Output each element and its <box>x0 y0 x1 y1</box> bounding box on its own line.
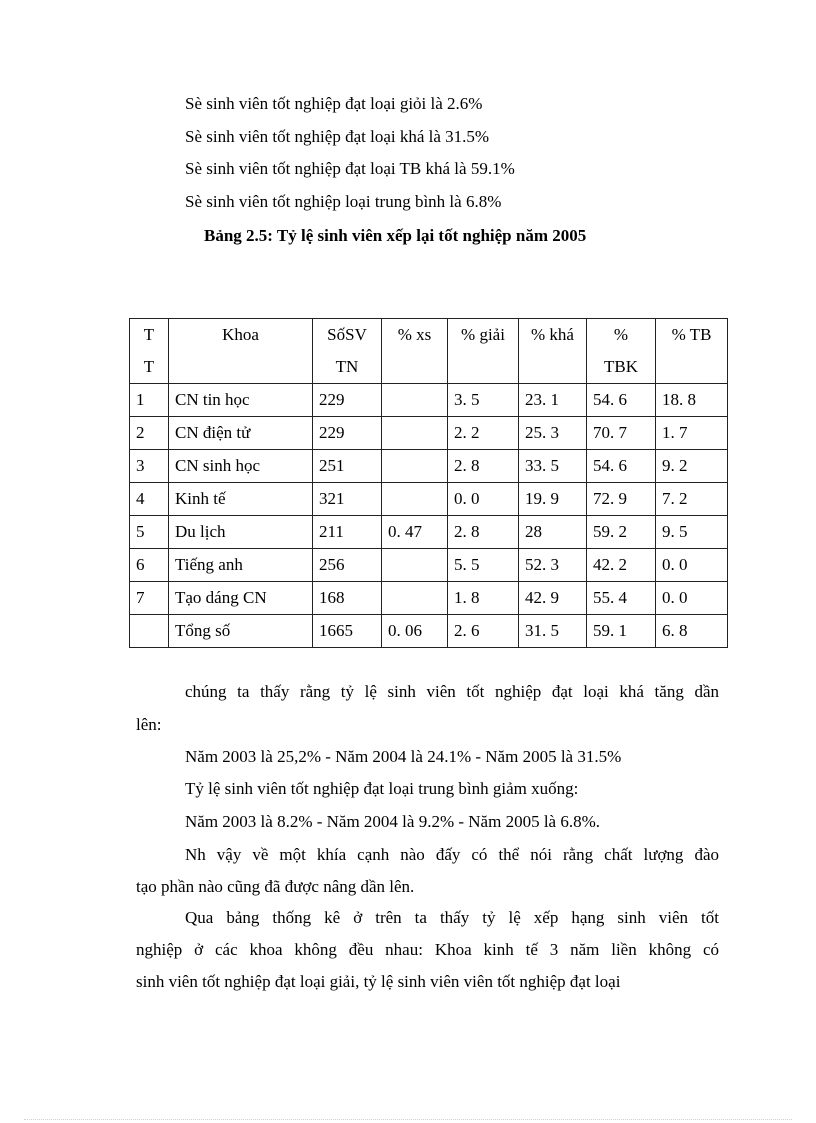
cell-tt: 1 <box>130 384 169 417</box>
header-khoa: Khoa <box>169 319 313 384</box>
cell-kha: 25. 3 <box>519 417 587 450</box>
cell-xs <box>382 549 448 582</box>
cell-gioi: 2. 2 <box>448 417 519 450</box>
header-gioi: % giải <box>448 319 519 384</box>
intro-line-1: Sè sinh viên tốt nghiệp đạt loại giỏi là 2.6% <box>185 94 483 113</box>
cell-sosv: 168 <box>313 582 382 615</box>
cell-sosv: 211 <box>313 516 382 549</box>
cell-sosv: 251 <box>313 450 382 483</box>
cell-tb: 9. 5 <box>656 516 728 549</box>
table-row <box>130 582 728 615</box>
cell-tb: 6. 8 <box>656 615 728 648</box>
cell-sosv: 321 <box>313 483 382 516</box>
table-row <box>130 483 728 516</box>
table-total-row <box>130 615 728 648</box>
cell-gioi: 2. 8 <box>448 516 519 549</box>
table-row <box>130 549 728 582</box>
cell-tt: 5 <box>130 516 169 549</box>
cell-khoa: Du lịch <box>169 516 313 549</box>
cell-khoa: CN tin học <box>169 384 313 417</box>
intro-line-4: Sè sinh viên tốt nghiệp loại trung bình là 6.8% <box>185 192 502 211</box>
intro-line-2: Sè sinh viên tốt nghiệp đạt loại khá là 31.5% <box>185 127 490 146</box>
table-row <box>130 417 728 450</box>
cell-khoa: Tạo dáng CN <box>169 582 313 615</box>
table-row <box>130 384 728 417</box>
cell-tbk: 54. 6 <box>587 384 656 417</box>
paragraph-5-line-1: Nh vậy về một khía cạnh nào đấy có thể nói rằng chất lượng đào <box>185 845 719 864</box>
header-kha: % khá <box>519 319 587 384</box>
cell-xs: 0. 06 <box>382 615 448 648</box>
cell-tb: 1. 7 <box>656 417 728 450</box>
cell-gioi: 2. 6 <box>448 615 519 648</box>
paragraph-5-line-2: tạo phần nào cũng đã được nâng dần lên. <box>136 877 415 896</box>
cell-xs <box>382 483 448 516</box>
cell-khoa: Tiếng anh <box>169 549 313 582</box>
cell-tt: 6 <box>130 549 169 582</box>
cell-gioi: 2. 8 <box>448 450 519 483</box>
footer-divider <box>24 1119 792 1120</box>
cell-xs <box>382 417 448 450</box>
header-tbk: % TBK <box>587 319 656 384</box>
cell-tt: 7 <box>130 582 169 615</box>
cell-tbk: 70. 7 <box>587 417 656 450</box>
cell-kha: 52. 3 <box>519 549 587 582</box>
cell-tbk: 42. 2 <box>587 549 656 582</box>
header-sosv: SốSV TN <box>313 319 382 384</box>
paragraph-3: Tỷ lệ sinh viên tốt nghiệp đạt loại trung bình giảm xuống: <box>185 779 579 798</box>
cell-sosv: 256 <box>313 549 382 582</box>
table-row <box>130 516 728 549</box>
header-tt: T T <box>130 319 169 384</box>
cell-tb: 18. 8 <box>656 384 728 417</box>
cell-gioi: 5. 5 <box>448 549 519 582</box>
cell-tt: 4 <box>130 483 169 516</box>
cell-tb: 0. 0 <box>656 582 728 615</box>
cell-tt: 3 <box>130 450 169 483</box>
cell-tbk: 72. 9 <box>587 483 656 516</box>
paragraph-1-line-2: lên: <box>136 715 162 734</box>
cell-tbk: 55. 4 <box>587 582 656 615</box>
cell-kha: 28 <box>519 516 587 549</box>
cell-khoa: CN điện tử <box>169 417 313 450</box>
cell-khoa: Kinh tế <box>169 483 313 516</box>
paragraph-2: Năm 2003 là 25,2% - Năm 2004 là 24.1% - Năm 2005 là 31.5% <box>185 747 622 766</box>
cell-xs: 0. 47 <box>382 516 448 549</box>
cell-xs <box>382 450 448 483</box>
cell-tbk: 59. 1 <box>587 615 656 648</box>
cell-tb: 7. 2 <box>656 483 728 516</box>
cell-gioi: 1. 8 <box>448 582 519 615</box>
paragraph-6-line-1: Qua bảng thống kê ở trên ta thấy tỷ lệ xếp hạng sinh viên tốt <box>185 908 719 927</box>
header-xs: % xs <box>382 319 448 384</box>
graduation-table <box>129 318 728 648</box>
header-tb: % TB <box>656 319 728 384</box>
cell-sosv: 229 <box>313 384 382 417</box>
intro-line-3: Sè sinh viên tốt nghiệp đạt loại TB khá là 59.1% <box>185 159 515 178</box>
cell-sosv: 1665 <box>313 615 382 648</box>
cell-khoa: Tổng số <box>169 615 313 648</box>
paragraph-1-line-1: chúng ta thấy rằng tỷ lệ sinh viên tốt nghiệp đạt loại khá tăng dần <box>185 682 719 701</box>
cell-kha: 23. 1 <box>519 384 587 417</box>
paragraph-6-line-3: sinh viên tốt nghiệp đạt loại giải, tỷ lệ sinh viên viên tốt nghiệp đạt loại <box>136 972 621 991</box>
cell-gioi: 3. 5 <box>448 384 519 417</box>
cell-tt: 2 <box>130 417 169 450</box>
table-header-row <box>130 319 728 384</box>
cell-tb: 9. 2 <box>656 450 728 483</box>
cell-tbk: 59. 2 <box>587 516 656 549</box>
cell-xs <box>382 384 448 417</box>
cell-kha: 19. 9 <box>519 483 587 516</box>
cell-tbk: 54. 6 <box>587 450 656 483</box>
table-caption: Bảng 2.5: Tỷ lệ sinh viên xếp lại tốt nghiệp năm 2005 <box>204 226 587 245</box>
table-row <box>130 450 728 483</box>
cell-kha: 31. 5 <box>519 615 587 648</box>
cell-tb: 0. 0 <box>656 549 728 582</box>
cell-kha: 42. 9 <box>519 582 587 615</box>
paragraph-6-line-2: nghiệp ở các khoa không đều nhau: Khoa kinh tế 3 năm liền không có <box>136 940 719 959</box>
cell-sosv: 229 <box>313 417 382 450</box>
cell-kha: 33. 5 <box>519 450 587 483</box>
cell-khoa: CN sinh học <box>169 450 313 483</box>
cell-tt <box>130 615 169 648</box>
cell-xs <box>382 582 448 615</box>
cell-gioi: 0. 0 <box>448 483 519 516</box>
paragraph-4: Năm 2003 là 8.2% - Năm 2004 là 9.2% - Năm 2005 là 6.8%. <box>185 812 600 831</box>
